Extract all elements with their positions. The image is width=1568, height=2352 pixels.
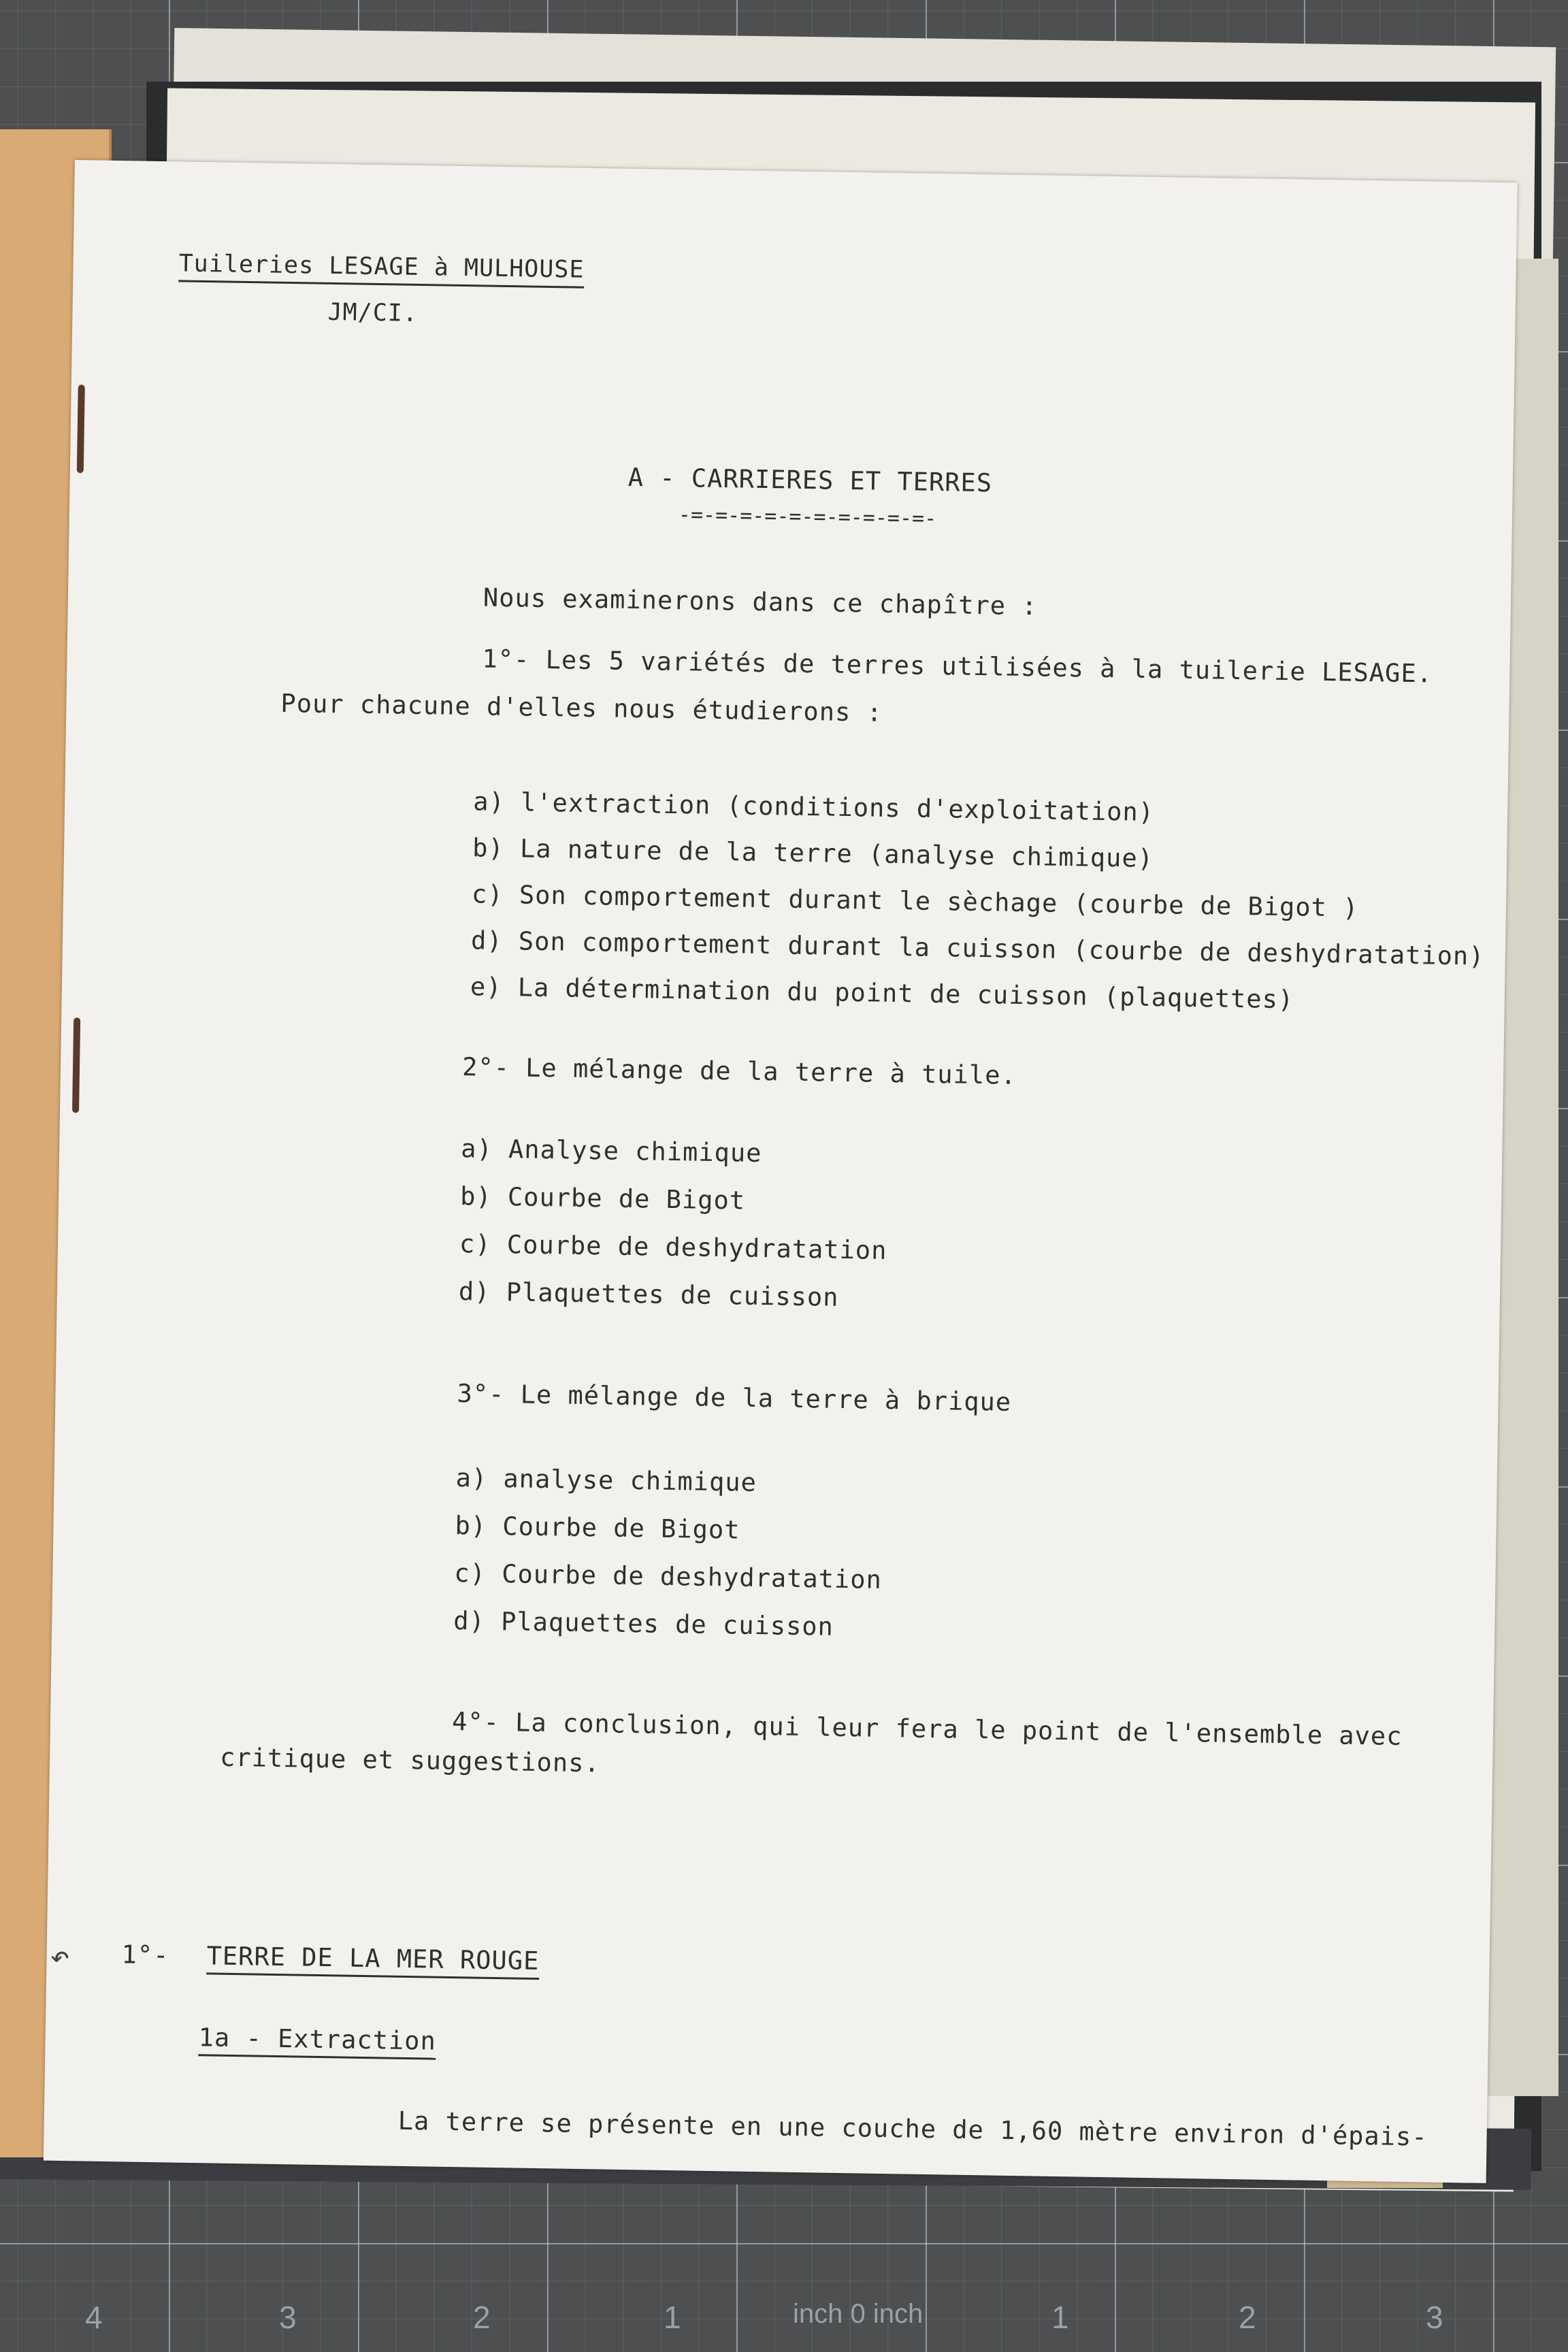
- ruler-number: 2: [473, 2300, 491, 2335]
- handwritten-mark-icon: ↶: [50, 1937, 70, 1976]
- title-rule: -=-=-=-=-=-=-=-=-=-=-: [678, 502, 937, 531]
- document-page: [44, 160, 1518, 2183]
- sub-heading: 1a - Extraction: [198, 2023, 436, 2059]
- list-item: a) l'extraction (conditions d'exploitation): [472, 787, 1155, 828]
- section-4-line: 4°- La conclusion, qui leur fera le point de l'ensemble avec: [451, 1706, 1403, 1751]
- chapter-heading: TERRE DE LA MER ROUGE: [206, 1941, 540, 1980]
- list-item: b) La nature de la terre (analyse chimique): [472, 833, 1154, 874]
- ruler-number: 4: [85, 2300, 103, 2335]
- ruler-number: 1: [664, 2300, 681, 2335]
- body-text: La terre se présente en une couche de 1,60 mètre environ d'épais-: [397, 2106, 1428, 2152]
- ruler-number: 3: [279, 2300, 297, 2335]
- section-1-line: Pour chacune d'elles nous étudierons :: [280, 688, 883, 728]
- ruler-labels: [0, 2287, 1568, 2352]
- page-title: A - CARRIERES ET TERRES: [627, 462, 993, 498]
- ruler-number: 3: [1426, 2300, 1443, 2335]
- section-2-heading: 2°- Le mélange de la terre à tuile.: [461, 1052, 1017, 1090]
- reference-code: JM/CI.: [327, 298, 419, 327]
- list-item: b) Courbe de Bigot: [459, 1181, 746, 1215]
- ruler-number: 2: [1239, 2300, 1256, 2335]
- company-header: Tuileries LESAGE à MULHOUSE: [178, 248, 585, 288]
- list-item: a) analyse chimique: [455, 1463, 757, 1497]
- list-item: e) La détermination du point de cuisson (plaquettes): [470, 972, 1294, 1015]
- list-item: c) Courbe de deshydratation: [459, 1229, 887, 1265]
- ruler-center-label: inch 0 inch: [793, 2299, 924, 2329]
- list-item: d) Plaquettes de cuisson: [453, 1606, 834, 1642]
- staple: [72, 1017, 80, 1113]
- section-1-line: 1°- Les 5 variétés de terres utilisées à la tuilerie LESAGE.: [482, 644, 1433, 689]
- list-item: c) Courbe de deshydratation: [454, 1558, 883, 1595]
- chapter-number: 1°-: [121, 1940, 169, 1970]
- section-4-line: critique et suggestions.: [219, 1742, 601, 1778]
- section-3-heading: 3°- Le mélange de la terre à brique: [457, 1379, 1012, 1417]
- list-item: d) Plaquettes de cuisson: [458, 1277, 839, 1312]
- ruler-number: 1: [1051, 2300, 1069, 2335]
- list-item: d) Son comportement durant la cuisson (courbe de deshydratation): [470, 926, 1485, 971]
- list-item: a) Analyse chimique: [460, 1134, 762, 1169]
- list-item: b) Courbe de Bigot: [455, 1511, 740, 1545]
- staple: [77, 385, 85, 473]
- intro-text: Nous examinerons dans ce chapître :: [483, 583, 1038, 621]
- list-item: c) Son comportement durant le sèchage (courbe de Bigot ): [471, 879, 1359, 923]
